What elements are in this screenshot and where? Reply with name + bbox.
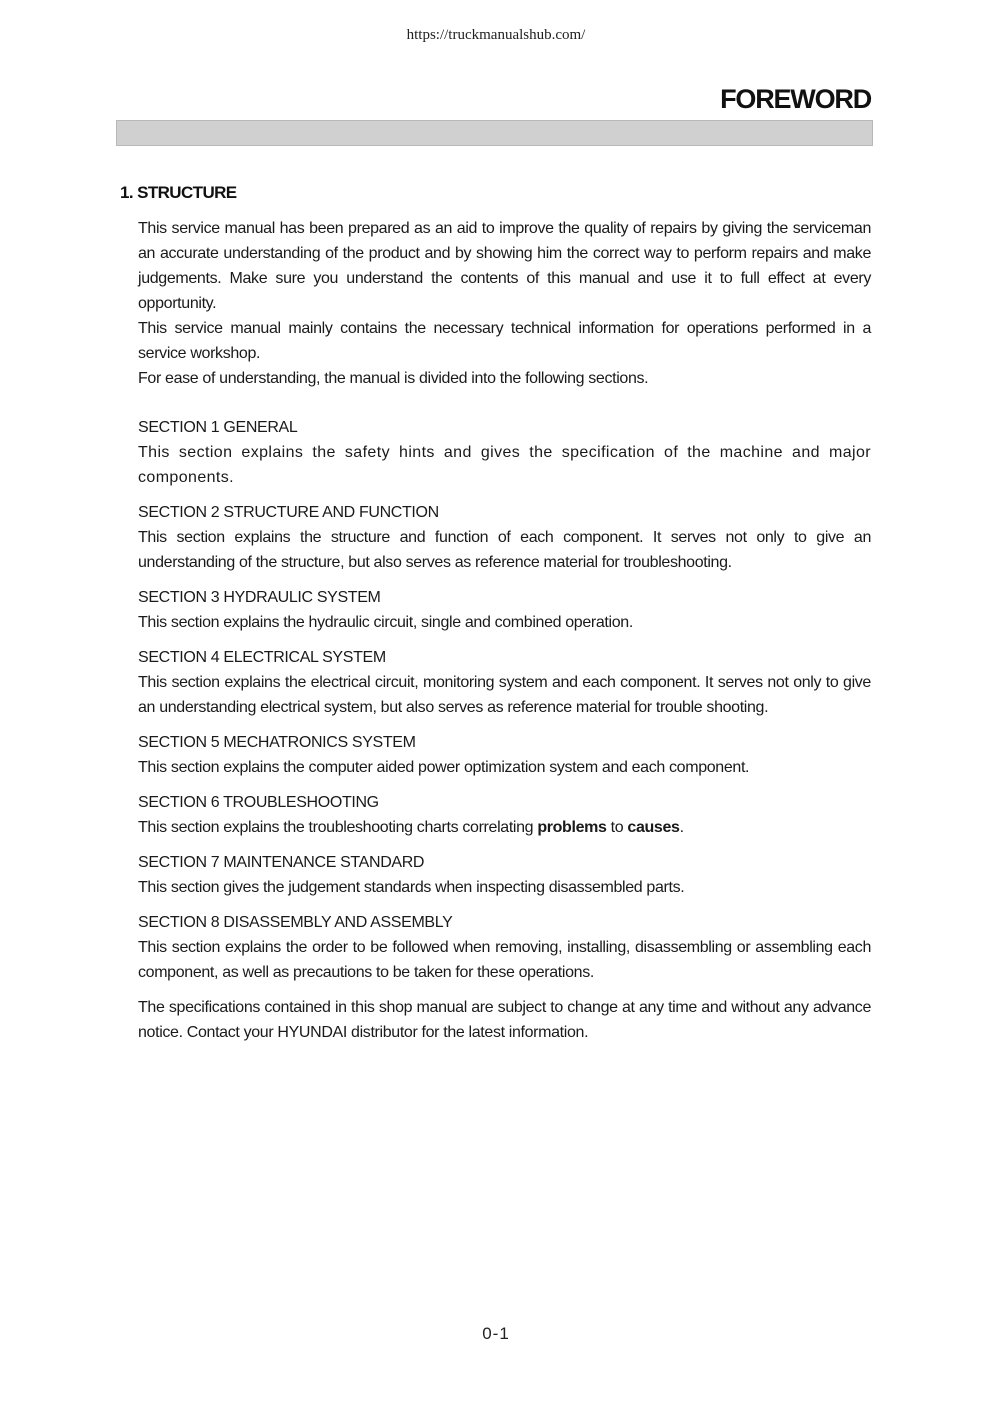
intro-block [138, 216, 871, 391]
section-title: SECTION 1 GENERAL [138, 419, 298, 436]
section-entry-1 [138, 415, 871, 490]
emphasis-problems: problems [537, 819, 607, 836]
section-description: This section explains the hydraulic circuit, single and combined operation. [138, 614, 633, 631]
section-description: This section explains the structure and function of each component. It serves not only to give an understanding of the structure, but also serves as reference material for troubleshooting. [138, 529, 871, 571]
description-text: to [606, 819, 628, 836]
intro-paragraph: This service manual mainly contains the necessary technical information for operations performed in a service workshop. [138, 320, 871, 362]
section-entry-2 [138, 500, 871, 575]
page-title: FOREWORD [720, 84, 871, 114]
closing-paragraph: The specifications contained in this shop manual are subject to change at any time and without any advance notice. Contact your HYUNDAI distributor for the latest information. [138, 999, 871, 1041]
section-description: This section explains the safety hints and gives the specification of the machine and major components. [138, 444, 871, 486]
description-text: This section explains the troubleshooting charts correlating [138, 819, 538, 836]
section-entry-3 [138, 585, 871, 635]
section-description: This section gives the judgement standards when inspecting disassembled parts. [138, 879, 685, 896]
section-heading: 1. STRUCTURE [120, 183, 237, 202]
section-title: SECTION 2 STRUCTURE AND FUNCTION [138, 504, 439, 521]
section-entry-7 [138, 850, 871, 900]
section-title: SECTION 8 DISASSEMBLY AND ASSEMBLY [138, 914, 453, 931]
structure-content [138, 216, 871, 1045]
section-title: SECTION 7 MAINTENANCE STANDARD [138, 854, 425, 871]
intro-paragraph: For ease of understanding, the manual is divided into the following sections. [138, 370, 649, 387]
section-description: This section explains the electrical circuit, monitoring system and each component. It serves not only to give an understanding electrical system, but also serves as reference material for trouble shooting. [138, 674, 871, 716]
section-title: SECTION 6 TROUBLESHOOTING [138, 794, 379, 811]
section-description: This section explains the order to be followed when removing, installing, disassembling or assembling each component, as well as precautions to be taken for these operations. [138, 939, 871, 981]
title-divider-bar [116, 120, 873, 146]
section-entry-8 [138, 910, 871, 985]
emphasis-causes: causes [627, 819, 680, 836]
source-url: https://truckmanualshub.com/ [406, 27, 586, 43]
section-title: SECTION 3 HYDRAULIC SYSTEM [138, 589, 381, 606]
section-description: This section explains the computer aided power optimization system and each component. [138, 759, 750, 776]
section-entry-4 [138, 645, 871, 720]
section-description [138, 815, 871, 840]
section-title: SECTION 5 MECHATRONICS SYSTEM [138, 734, 416, 751]
section-title: SECTION 4 ELECTRICAL SYSTEM [138, 649, 386, 666]
page-number: 0-1 [482, 1324, 510, 1343]
intro-paragraph: This service manual has been prepared as an aid to improve the quality of repairs by giving the serviceman an accurate understanding of the product and by showing him the correct way to perform repairs and make judgements. Make sure you understand the contents of this manual and use it to full effect at every opportunity. [138, 220, 871, 312]
description-text: . [679, 819, 684, 836]
section-entry-5 [138, 730, 871, 780]
section-entry-6 [138, 790, 871, 840]
